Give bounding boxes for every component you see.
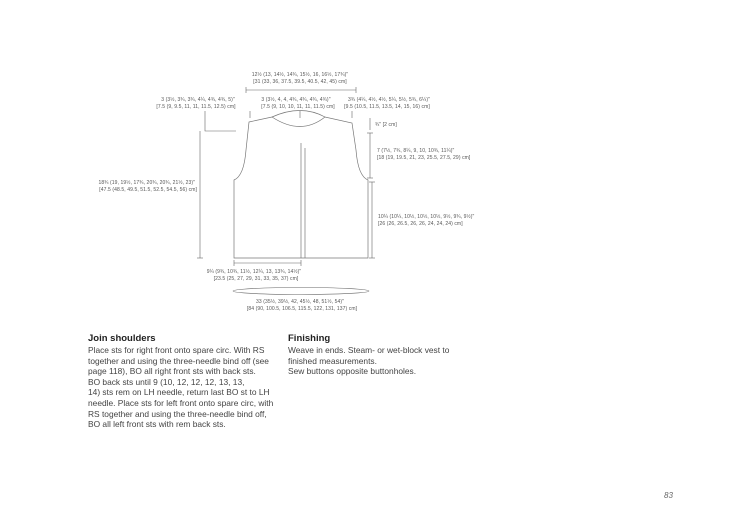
back-neck-curve bbox=[272, 111, 325, 118]
neck-label: 3 (3½, 4, 4, 4¾, 4¾, 4¾, 4¾)" bbox=[261, 97, 331, 103]
finishing-line: Weave in ends. Steam- or wet-block vest to bbox=[288, 345, 450, 355]
total-length-label: 18¾ (19, 19½, 17¾, 20¾, 20¾, 21½, 23)" bbox=[98, 180, 195, 186]
front-width-cm-label: [23.5 (25, 27, 29, 31, 33, 35, 37) cm] bbox=[213, 276, 299, 282]
finishing-line: Sew buttons opposite buttonholes. bbox=[288, 366, 417, 377]
join-shoulders-line: 14) sts rem on LH needle, return last BO st to LH bbox=[88, 387, 270, 398]
join-shoulders-line: BO back sts until 9 (10, 12, 12, 12, 13, 13, bbox=[88, 376, 245, 387]
top-width-label: 12½ (13, 14½, 14¾, 15½, 16, 16½, 17¾)" bbox=[251, 72, 349, 78]
join-shoulders-line: needle. Place sts for left front onto spare circ, with bbox=[88, 397, 274, 408]
total-length-cm-label: [47.5 (48.5, 49.5, 51.5, 52.5, 54.5, 56) cm] bbox=[99, 187, 197, 193]
side-length-label: 10¼ (10¼, 10½, 10½, 10½, 9½, 9¾, 9½)" bbox=[378, 214, 475, 220]
finishing-heading: Finishing bbox=[288, 333, 331, 344]
join-shoulders-line: page 118), BO all right front sts with back sts. bbox=[88, 366, 256, 377]
chest-ellipse bbox=[233, 288, 369, 295]
armhole-label: 7 (7½, 7¾, 8¼, 9, 10, 10¾, 11¼)" bbox=[377, 148, 455, 154]
join-shoulders-section bbox=[88, 333, 283, 430]
front-width-label: 9¼ (9¾, 10¾, 11½, 12¼, 13, 13¾, 14½)" bbox=[206, 269, 302, 275]
armhole-cm-label: [18 (19, 19.5, 21, 23, 25.5, 27.5, 29) cm] bbox=[377, 155, 471, 161]
neck-depth-label: ¾" [2 cm] bbox=[375, 122, 397, 128]
side-length-cm-label: [26 (26, 26.5, 26, 26, 24, 24, 24) cm] bbox=[378, 221, 463, 227]
join-shoulders-heading: Join shoulders bbox=[88, 333, 156, 344]
join-shoulders-line: BO all left front sts with rem back sts. bbox=[88, 419, 226, 430]
chest-label: 33 (35½, 39½, 42, 45½, 48, 51½, 54)" bbox=[256, 299, 344, 305]
shoulder-leader bbox=[205, 111, 236, 131]
neck-cm-label: [7.5 (9, 10, 10, 11, 11, 11.5) cm] bbox=[261, 104, 335, 110]
join-shoulders-line: RS together and using the three-needle bind off, bbox=[88, 408, 267, 419]
shoulder-label: 3 (3½, 3¾, 3¾, 4¼, 4¾, 4¾, 5)" bbox=[161, 97, 235, 103]
join-shoulders-line: Place sts for right front onto spare circ. With RS bbox=[88, 345, 265, 355]
chest-cm-label: [84 (90, 100.5, 106.5, 115.5, 122, 131, 137) cm] bbox=[246, 306, 358, 312]
neck-back-label: 3¾ (4¼, 4½, 4½, 5¼, 5½, 5¾, 6¼)" bbox=[348, 97, 430, 103]
shoulder-cm-label: [7.5 (9, 9.5, 11, 11, 11.5, 12.5) cm] bbox=[156, 104, 236, 110]
top-width-cm-label: [31 (33, 36, 37.5, 39.5, 40.5, 42, 45) cm] bbox=[253, 79, 347, 85]
neck-back-cm-label: [9.5 (10.5, 11.5, 13.5, 14, 15, 16) cm] bbox=[344, 104, 430, 110]
page-number: 83 bbox=[664, 491, 673, 500]
finishing-section bbox=[288, 333, 478, 377]
join-shoulders-line: together and using the three-needle bind off (see bbox=[88, 355, 269, 366]
finishing-line: finished measurements. bbox=[288, 355, 377, 366]
